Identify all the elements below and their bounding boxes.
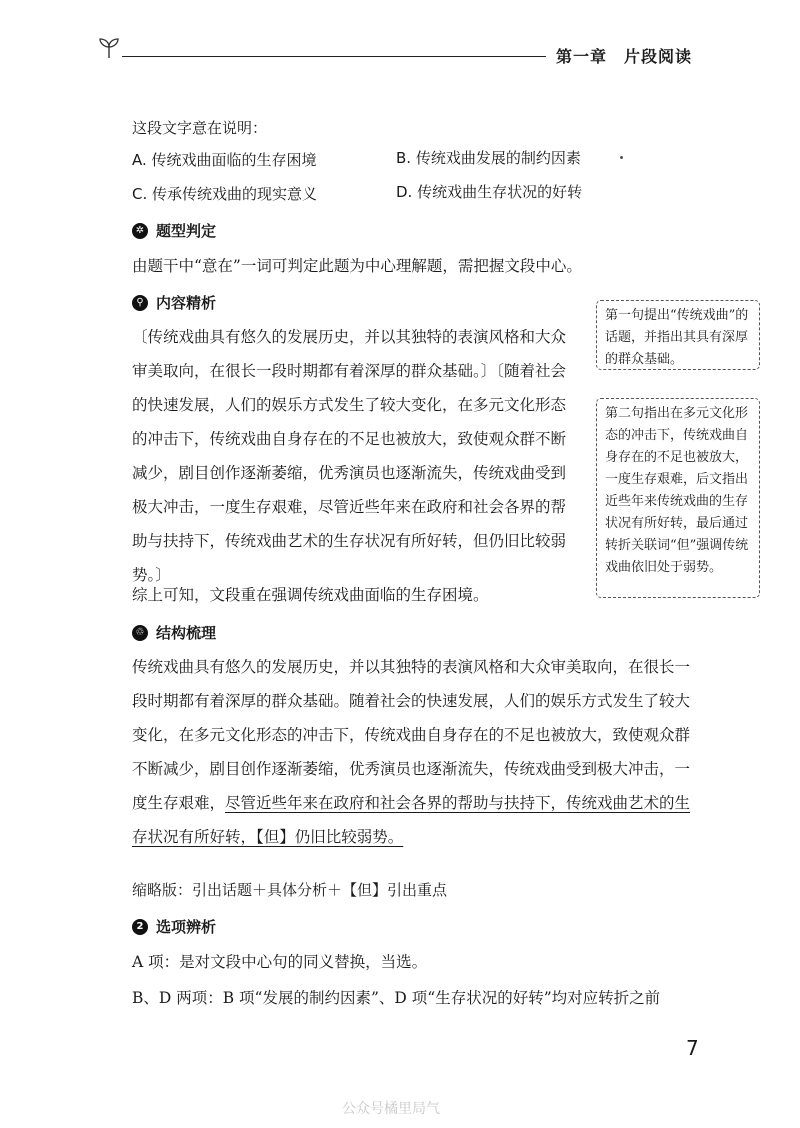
- option-b: B. 传统戏曲发展的制约因素: [396, 149, 581, 167]
- section-options-analysis: [132, 916, 216, 937]
- stray-dot: [620, 156, 623, 159]
- option-a-analysis: A 项：是对文段中心句的同义替换，当选。: [132, 953, 428, 971]
- section-title: 选项辨析: [156, 918, 217, 936]
- annotation-note-2: 第二句指出在多元文化形态的冲击下，传统戏曲自身存在的不足也被放大，一度生存艰难，后文指出近些年来传统戏曲的生存状况有所好转，最后通过转折关联词“但”强调传统戏曲依旧处于弱势。: [596, 398, 760, 598]
- section-type-judge: [132, 220, 216, 241]
- section-content-analysis: [132, 292, 216, 313]
- option-bd-analysis: B、D 两项：B 项“发展的制约因素”、D 项“生存状况的好转”均对应转折之前: [132, 989, 661, 1007]
- watermark: 公众号橘里局气: [342, 1101, 440, 1117]
- option-a: A. 传统戏曲面临的生存困境: [132, 151, 317, 169]
- number-two-icon: 2: [132, 919, 148, 935]
- sprout-icon: [96, 34, 122, 60]
- conclusion-text: 综上可知，文段重在强调传统戏曲面临的生存困境。: [132, 586, 489, 604]
- section-title: 题型判定: [156, 222, 217, 240]
- structure-icon: ♲: [132, 625, 148, 641]
- annotation-note-1: 第一句提出“传统戏曲”的话题，并指出其具有深厚的群众基础。: [596, 300, 760, 370]
- section-structure: [132, 622, 216, 643]
- header-rule: [122, 56, 546, 57]
- sentence-two: 〔随着社会的快速发展，人们的娱乐方式发生了较大变化，在多元文化形态的冲击下，传统戏曲自身存在的不足也被放大，致使观众群不断减少，剧目创作逐渐萎缩，优秀演员也逐渐流失，传统戏曲受到极大冲击，一度生存艰难，尽管近些年来在政府和社会各界的帮助与扶持下，传统戏曲艺术的生存状况有所好转，但仍旧比较弱势。〕: [132, 362, 567, 584]
- structure-underlined: 尽管近些年来在政府和社会各界的帮助与扶持下，传统戏曲艺术的生存状况有所好转，【但】仍旧比较弱势。: [132, 794, 691, 846]
- structure-paragraph: [132, 650, 692, 854]
- magnifier-icon: ⚲: [132, 295, 148, 311]
- content-paragraph: [132, 320, 580, 592]
- summary-text: 缩略版：引出话题＋具体分析＋【但】引出重点: [132, 881, 448, 899]
- question-stem: 这段文字意在说明：: [132, 119, 268, 137]
- structure-plain: 传统戏曲具有悠久的发展历史，并以其独特的表演风格和大众审美取向，在很长一段时期都有着深厚的群众基础。随着社会的快速发展，人们的娱乐方式发生了较大变化，在多元文化形态的冲击下，传统戏曲自身存在的不足也被放大，致使观众群不断减少，剧目创作逐渐萎缩，优秀演员也逐渐流失，传统戏曲受到极大冲击，一度生存艰难，: [132, 658, 691, 812]
- gear-icon: ✲: [132, 223, 148, 239]
- type-judge-text: 由题干中“意在”一词可判定此题为中心理解题，需把握文段中心。: [132, 257, 582, 275]
- sentence-one: 〔传统戏曲具有悠久的发展历史，并以其独特的表演风格和大众审美取向，在很长一段时期都有着深厚的群众基础。〕: [132, 328, 567, 380]
- section-title: 内容精析: [156, 294, 217, 312]
- chapter-title: 第一章 片段阅读: [556, 47, 693, 66]
- page-number: 7: [686, 1036, 699, 1060]
- option-d: D. 传统戏曲生存状况的好转: [396, 183, 583, 201]
- option-c: C. 传承传统戏曲的现实意义: [132, 185, 318, 203]
- section-title: 结构梳理: [156, 624, 217, 642]
